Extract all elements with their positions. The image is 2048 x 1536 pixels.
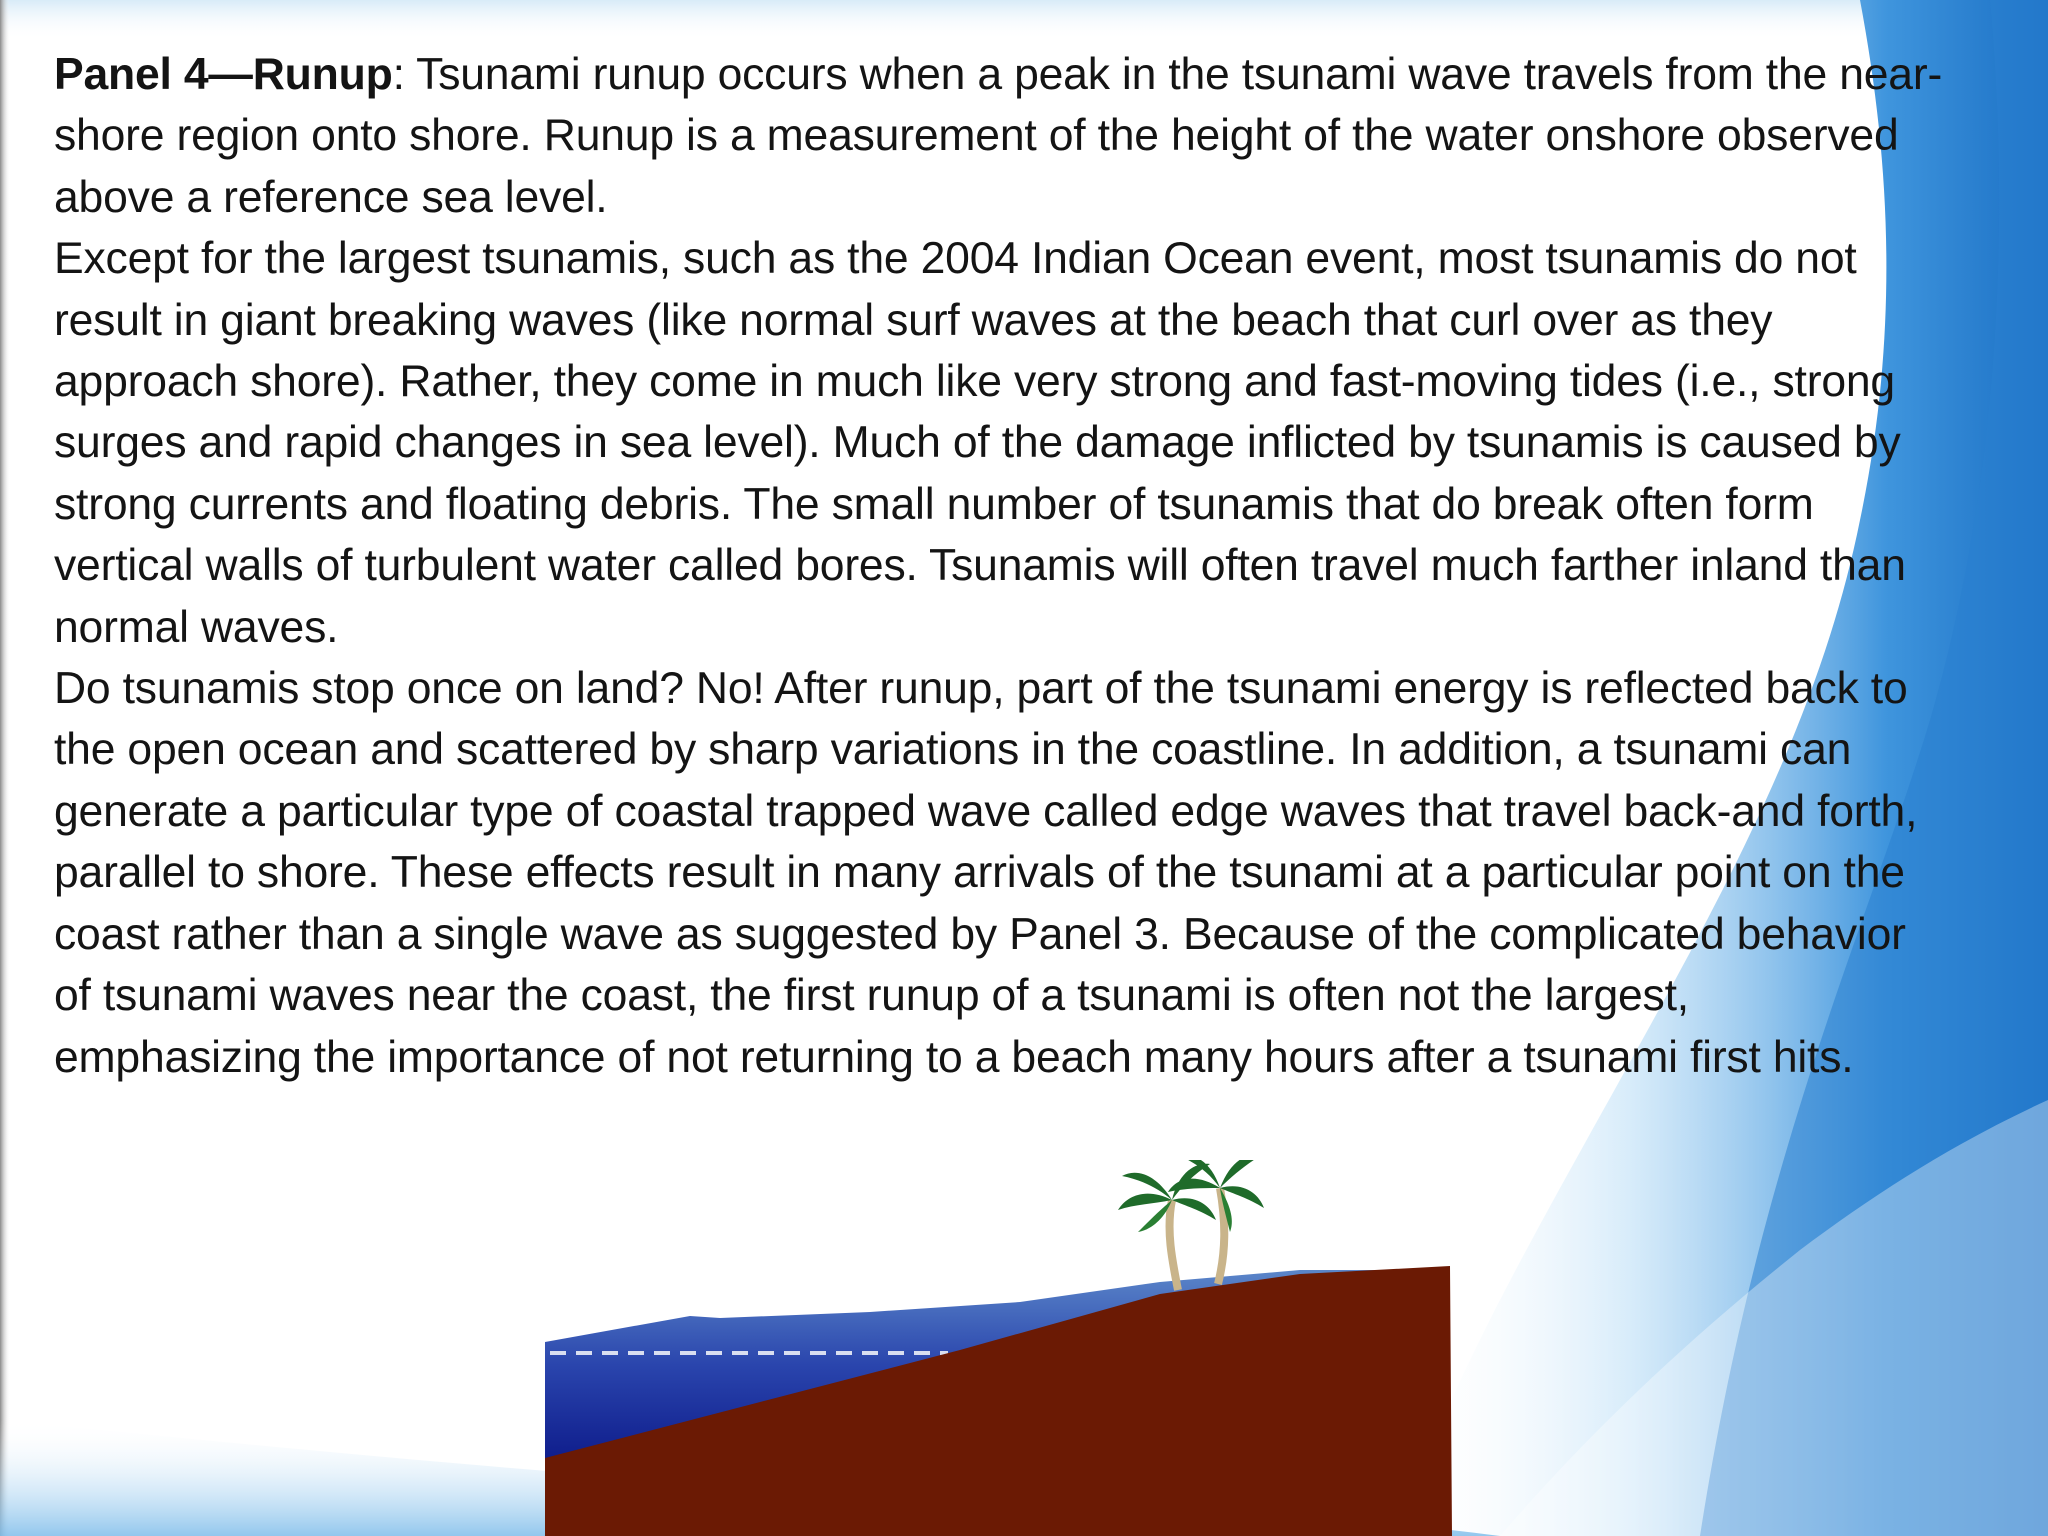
intro-text: Tsunami runup occurs when a peak in the tsunami wave travels from the near-shore region onto shore. Runup is a measurement of the height of the water onshore observed above a reference sea level. — [54, 50, 1943, 222]
paragraph-after-runup: Do tsunamis stop once on land? No! After runup, part of the tsunami energy is reflected back to the open ocean and scattered by sharp variations in the coastline. In addition, a tsunami can generate a particular type of coastal trapped wave called edge waves that travel back-and forth, parallel to shore. These effects result in many arrivals of the tsunami at a particular point on the coast rather than a single wave as suggested by Panel 3. Because of the complicated behavior of tsunami waves near the coast, the first runup of a tsunami is often not the largest, emphasizing the importance of not returning to a beach many hours after a tsunami first hits. — [54, 664, 1918, 1082]
paragraph-breaking-waves: Except for the largest tsunamis, such as the 2004 Indian Ocean event, most tsunamis do not result in giant breaking waves (like normal surf waves at the beach that curl over as they approach shore). Rather, they come in much like very strong and fast-moving tides (i.e., strong surges and rapid changes in sea level). Much of the damage inflicted by tsunamis is caused by strong currents and floating debris. The small number of tsunamis that do break often form vertical walls of turbulent water called bores. Tsunamis will often travel much farther inland than normal waves. — [54, 234, 1906, 652]
paragraph-intro — [54, 44, 1944, 228]
heading-separator: : — [392, 50, 405, 99]
slide-text — [54, 44, 1944, 1088]
runup-diagram — [540, 1160, 1460, 1536]
panel-heading: Panel 4—Runup — [54, 50, 393, 99]
